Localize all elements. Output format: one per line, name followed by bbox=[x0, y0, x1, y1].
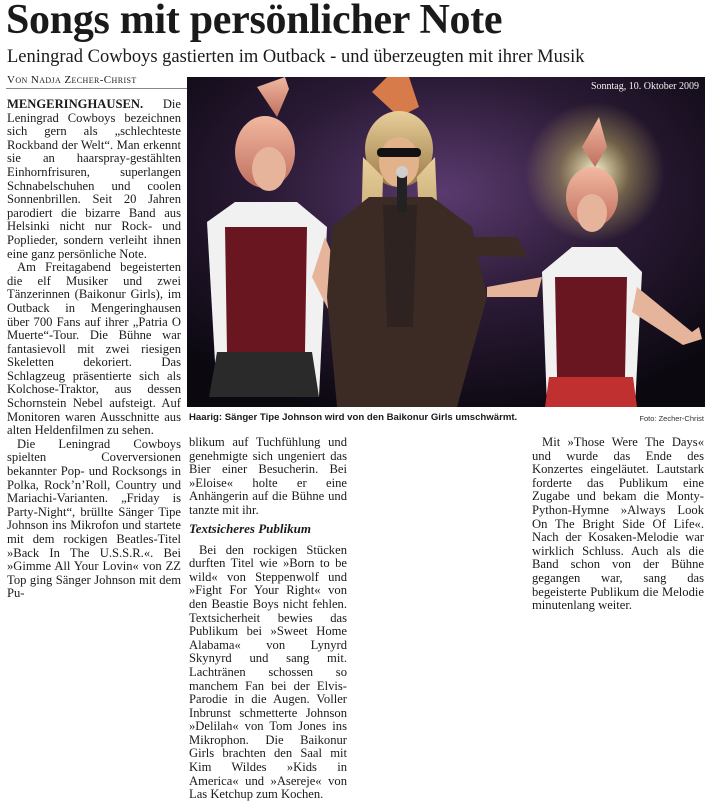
byline: Von Nadja Zecher-Christ bbox=[7, 74, 137, 86]
paragraph-3-continued: blikum auf Tuchfühlung und genehmigte sich ungeniert das Bier einer Besucherin. Bei »Eloise« holte er eine Anhängerin auf die Bühne und tanzte mit ihr. bbox=[189, 435, 347, 517]
subhead: Textsicheres Publikum bbox=[189, 520, 311, 536]
paragraph-1 bbox=[7, 98, 181, 261]
paragraph-1-text: Die Leningrad Cowboys bezeichnen sich gern als „schlechteste Rockband der Welt“. Man erkennt sie an haarspray-gestählten Einhornfrisuren, superlangen Schnabelschuhen und coolen Sonnenbrillen. Seit 20 Jahren parodiert die bizarre Band aus Helsinki nicht nur Rock- und Poplieder, sondern verleiht ihnen eine ganz persönliche Note. bbox=[7, 97, 181, 261]
dateline: MENGERINGHAUSEN. bbox=[7, 97, 144, 111]
paragraph-3: Die Leningrad Cowboys spielten Coverversionen bekannter Pop- und Rocksongs in Polka, Rock’n’Roll, Country und Mariachi-Varianten. „Friday is Party-Night“, brüllte Sänger Tipe Johnson ins Mikrofon und startete mit dem rockigen Beatles-Titel »Back In The U.S.S.R.«. Bei »Gimme All Your Lovin« von ZZ Top ging Sänger Johnson mit dem Pu- bbox=[7, 436, 181, 601]
concert-photo bbox=[187, 77, 705, 407]
photo-caption: Haarig: Sänger Tipe Johnson wird von den Baikonur Girls umschwärmt. bbox=[189, 412, 518, 423]
paragraph-4: Bei den rockigen Stücken durften Titel wie »Born to be wild« von Steppenwolf und »Fight For Your Right« von den Beastie Boys nicht fehlen. Textsicherheit bewies das Publikum bei »Sweet Home Alabama« von Lynyrd Skynyrd und sang mit. Lachtränen schossen so manchem Fan bei der Elvis-Parodie in die Augen. Voller Inbrunst schmetterte Johnson »Delilah« von Tom Jones ins Mikrophon. Die Baikonur Girls brachten den Saal mit Kim Wildes »Kids in America« und »Asereje« von Las Ketchup zum Kochen. bbox=[189, 542, 347, 802]
article-column-4 bbox=[532, 436, 704, 613]
concert-photo-illustration bbox=[187, 77, 705, 407]
photo-credit: Foto: Zecher-Christ bbox=[639, 414, 704, 423]
article-column-1 bbox=[7, 98, 181, 601]
paragraph-5: Mit »Those Were The Days« und wurde das Ende des Konzertes eingeläutet. Lautstark forderte das Publikum eine Zugabe und bekam die Monty-Python-Hymne »Always Look On The Bright Side Of Life«. Nach der Kosaken-Melodie war wirklich Schluss. Auch als die Band schon von der Bühne gegangen war, sang das begeisterte Publikum die Melodie minutenlang weiter. bbox=[532, 435, 704, 613]
article-column-2 bbox=[189, 436, 347, 802]
paragraph-2: Am Freitagabend begeisterten die elf Musiker und zwei Tänzerinnen (Baikonur Girls), im Outback in Mengeringhausen über 700 Fans auf ihrer „Patria O Muerte“-Tour. Die Bühne war fantasievoll mit zwei riesigen Skeletten dekoriert. Das Schlagzeug präsentierte sich als Kolchose-Traktor, aus dessen Schornstein Nebel aufsteigt. Auf Monitoren waren Ausschnitte aus alten Heldenfilmen zu sehen. bbox=[7, 260, 181, 438]
photo-date: Sonntag, 10. Oktober 2009 bbox=[590, 81, 699, 92]
subheadline: Leningrad Cowboys gastierten im Outback - und überzeugten mit ihrer Musik bbox=[7, 47, 585, 67]
headline: Songs mit persönlicher Note bbox=[6, 0, 503, 43]
